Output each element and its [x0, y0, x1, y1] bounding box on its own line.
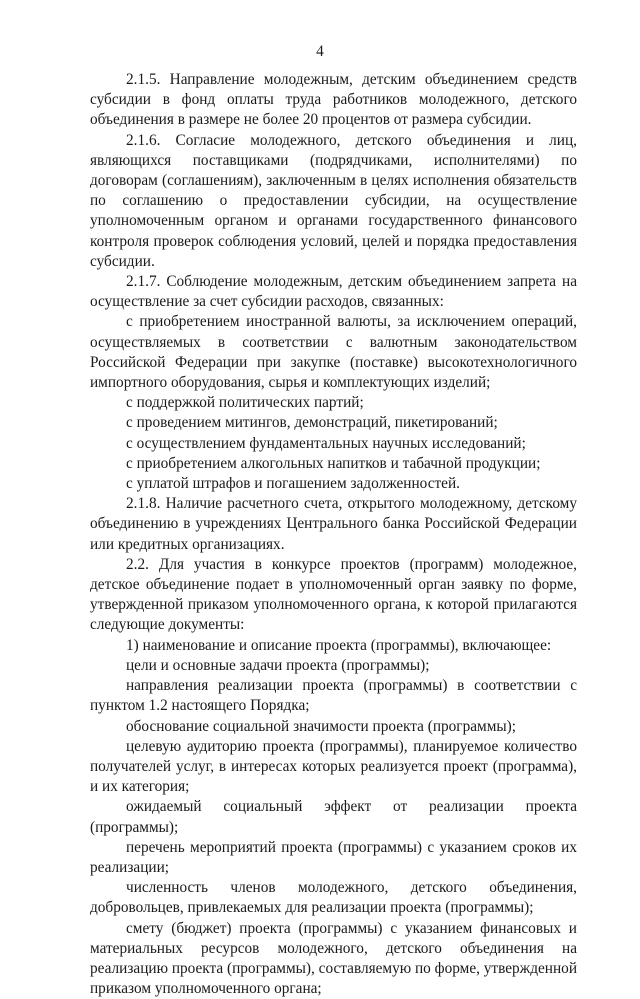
list-item-project-description: 1) наименование и описание проекта (программы), включающее:	[126, 636, 552, 654]
list-item-social-significance: обоснование социальной значимости проекта (программы);	[126, 717, 516, 735]
list-item-target-audience: целевую аудиторию проекта (программы), планируемое количество получателей услуг, в интересах которых реализуется проект (программа), и их категория;	[90, 737, 577, 796]
list-item-directions: направления реализации проекта (программы) в соответствии с пунктом 1.2 настоящего Порядка;	[90, 677, 577, 715]
list-item-parties: с поддержкой политических партий;	[126, 394, 364, 412]
list-item-currency: с приобретением иностранной валюты, за исключением операций, осуществляемых в соответствии с валютным законодательством Российской Федерации при закупке (поставке) высокотехнологичного импортного оборудования, сырья и комплектующих изделий;	[90, 313, 577, 392]
list-item-research: с осуществлением фундаментальных научных исследований;	[126, 434, 526, 452]
list-item-goals: цели и основные задачи проекта (программы);	[126, 656, 430, 674]
paragraph-2-1-8: 2.1.8. Наличие расчетного счета, открытого молодежному, детскому объединению в учреждениях Центрального банка Российской Федерации или кредитных организациях.	[90, 495, 577, 553]
paragraph-2-2: 2.2. Для участия в конкурсе проектов (программ) молодежное, детское объединение подает в уполномоченный орган заявку по форме, утвержденной приказом уполномоченного органа, к которой прилагаются следующие документы:	[90, 555, 577, 634]
paragraph-2-1-5: 2.1.5. Направление молодежным, детским объединением средств субсидии в фонд оплаты труда работников молодежного, детского объединения в размере не более 20 процентов от размера субсидии.	[90, 71, 577, 129]
page-number: 4	[316, 43, 324, 60]
list-item-fines: с уплатой штрафов и погашением задолженностей.	[126, 475, 460, 493]
paragraph-2-1-7: 2.1.7. Соблюдение молодежным, детским объединением запрета на осуществление за счет субсидии расходов, связанных:	[90, 273, 577, 311]
list-item-social-effect: ожидаемый социальный эффект от реализации проекта (программы);	[90, 798, 577, 836]
list-item-activities: перечень мероприятий проекта (программы) с указанием сроков их реализации;	[90, 838, 577, 876]
list-item-budget: смету (бюджет) проекта (программы) с указанием финансовых и материальных ресурсов молодежного, детского объединения на реализацию проекта (программы), составляемую по форме, утвержденной приказом уполномоченного органа;	[90, 919, 578, 998]
document-body	[90, 70, 577, 999]
list-item-rallies: с проведением митингов, демонстраций, пикетирований;	[126, 414, 498, 432]
list-item-members-count: численность членов молодежного, детского объединения, добровольцев, привлекаемых для реализации проекта (программы);	[90, 879, 577, 917]
list-item-alcohol: с приобретением алкогольных напитков и табачной продукции;	[126, 454, 541, 472]
paragraph-2-1-6: 2.1.6. Согласие молодежного, детского объединения и лиц, являющихся поставщиками (подрядчиками, исполнителями) по договорам (соглашениям), заключенным в целях исполнения обязательств по соглашению о предоставлении субсидии, на осуществление уполномоченным органом и органами государственного финансового контроля проверок соблюдения условий, целей и порядка предоставления субсидии.	[90, 131, 577, 270]
